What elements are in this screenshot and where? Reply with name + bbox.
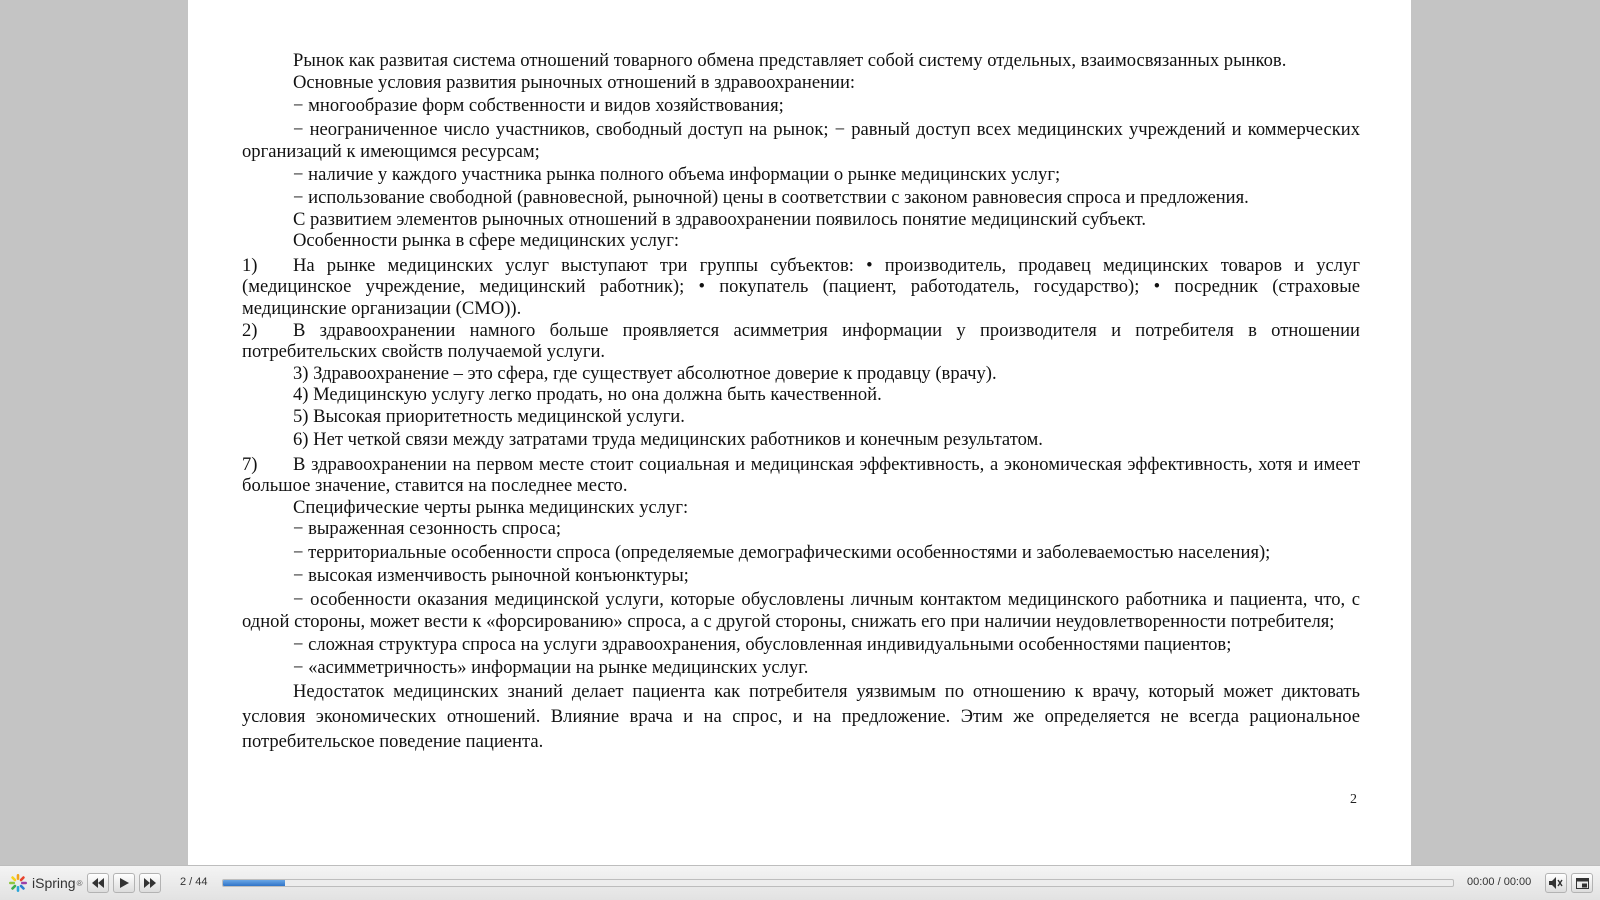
list-item-demand-structure: − сложная структура спроса на услуги здравоохранения, обусловленная индивидуальными особенностями пациентов; xyxy=(293,633,1232,655)
list-number: 7) xyxy=(242,453,258,475)
list-item-territorial: − территориальные особенности спроса (определяемые демографическими особенностями и заболеваемостью населения); xyxy=(293,541,1271,563)
next-slide-button[interactable] xyxy=(139,873,161,893)
ispring-burst-icon xyxy=(8,873,28,893)
document-page xyxy=(188,0,1411,865)
list-item-volatility: − высокая изменчивость рыночной конъюнктуры; xyxy=(293,564,689,586)
numbered-item-4: 4) Медицинскую услугу легко продать, но она должна быть качественной. xyxy=(293,384,882,406)
numbered-item-3: 3) Здравоохранение – это сфера, где существует абсолютное доверие к продавцу (врачу). xyxy=(293,362,997,384)
numbered-item-1-text: На рынке медицинских услуг выступают три группы субъектов: • производитель, продавец медицинских товаров и услуг (медицинское учреждение, медицинский работник); • покупатель (пациент, работодатель, государство); • посредник (страховые медицинские организации (СМО)). xyxy=(242,254,1360,320)
play-button[interactable] xyxy=(113,873,135,893)
logo-text: iSpring xyxy=(32,875,76,891)
paragraph-features-heading: Особенности рынка в сфере медицинских услуг: xyxy=(293,230,680,252)
list-item-seasonality: − выраженная сезонность спроса; xyxy=(293,518,561,540)
numbered-item-7-text: В здравоохранении на первом месте стоит социальная и медицинская эффективность, а экономическая эффективность, хотя и имеет большое значение, ставится на последнее место. xyxy=(242,453,1360,497)
slide-counter: 2 / 44 xyxy=(180,876,208,888)
ispring-logo xyxy=(8,872,83,894)
progress-bar-fill xyxy=(223,880,285,886)
speaker-muted-icon xyxy=(1549,877,1563,889)
list-number: 2) xyxy=(242,319,258,341)
document-text xyxy=(242,50,1360,754)
list-item-asymmetry: − «асимметричность» информации на рынке медицинских услуг. xyxy=(293,657,809,679)
paragraph-conditions-heading: Основные условия развития рыночных отношений в здравоохранении: xyxy=(293,71,856,93)
logo-registered-mark: ® xyxy=(76,878,83,888)
page-number: 2 xyxy=(1350,792,1357,807)
volume-button[interactable] xyxy=(1545,873,1567,893)
play-icon xyxy=(120,878,129,888)
window-toggle-icon xyxy=(1576,878,1589,889)
fullscreen-button[interactable] xyxy=(1571,873,1593,893)
paragraph-conclusion: Недостаток медицинских знаний делает пациента как потребителя уязвимым по отношению к врачу, который может диктовать условия экономических отношений. Влияние врача и на спрос, и на предложение. Этим же определяется не всегда рациональное потребительское поведение пациента. xyxy=(242,680,1360,752)
fast-forward-icon xyxy=(144,878,156,888)
numbered-item-2 xyxy=(242,320,1360,363)
rewind-icon xyxy=(92,878,104,888)
progress-bar[interactable] xyxy=(222,879,1454,887)
paragraph-medical-subject: С развитием элементов рыночных отношений в здравоохранении появилось понятие медицинский субъект. xyxy=(293,208,1147,230)
list-item-participants: − неограниченное число участников, свободный доступ на рынок; − равный доступ всех медицинских учреждений и коммерческих организаций к имеющимся ресурсам; xyxy=(242,119,1360,162)
list-item-information: − наличие у каждого участника рынка полного объема информации о рынке медицинских услуг; xyxy=(293,163,1061,185)
numbered-item-1 xyxy=(242,255,1360,320)
numbered-item-2-text: В здравоохранении намного больше проявляется асимметрия информации у производителя и потребителя в отношении потребительских свойств получаемой услуги. xyxy=(242,319,1360,363)
numbered-item-7 xyxy=(242,454,1360,497)
numbered-item-6: 6) Нет четкой связи между затратами труда медицинских работников и конечным результатом. xyxy=(293,429,1043,451)
paragraph-specific-heading: Специфические черты рынка медицинских услуг: xyxy=(293,496,689,518)
list-item-ownership: − многообразие форм собственности и видов хозяйствования; xyxy=(293,94,784,116)
time-display: 00:00 / 00:00 xyxy=(1467,876,1532,888)
list-number: 1) xyxy=(242,254,258,276)
list-item-personal-contact: − особенности оказания медицинской услуги, которые обусловлены личным контактом медицинского работника и пациента, что, с одной стороны, может вести к «форсированию» спроса, а с другой стороны, снижать его при наличии неудовлетворенности потребителя; xyxy=(242,589,1360,632)
previous-slide-button[interactable] xyxy=(87,873,109,893)
paragraph-market-system: Рынок как развитая система отношений товарного обмена представляет собой систему отдельных, взаимосвязанных рынков. xyxy=(293,50,1287,71)
numbered-item-5: 5) Высокая приоритетность медицинской услуги. xyxy=(293,406,685,427)
player-toolbar xyxy=(0,865,1600,900)
list-item-free-price: − использование свободной (равновесной, рыночной) цены в соответствии с законом равновесия спроса и предложения. xyxy=(293,187,1249,209)
